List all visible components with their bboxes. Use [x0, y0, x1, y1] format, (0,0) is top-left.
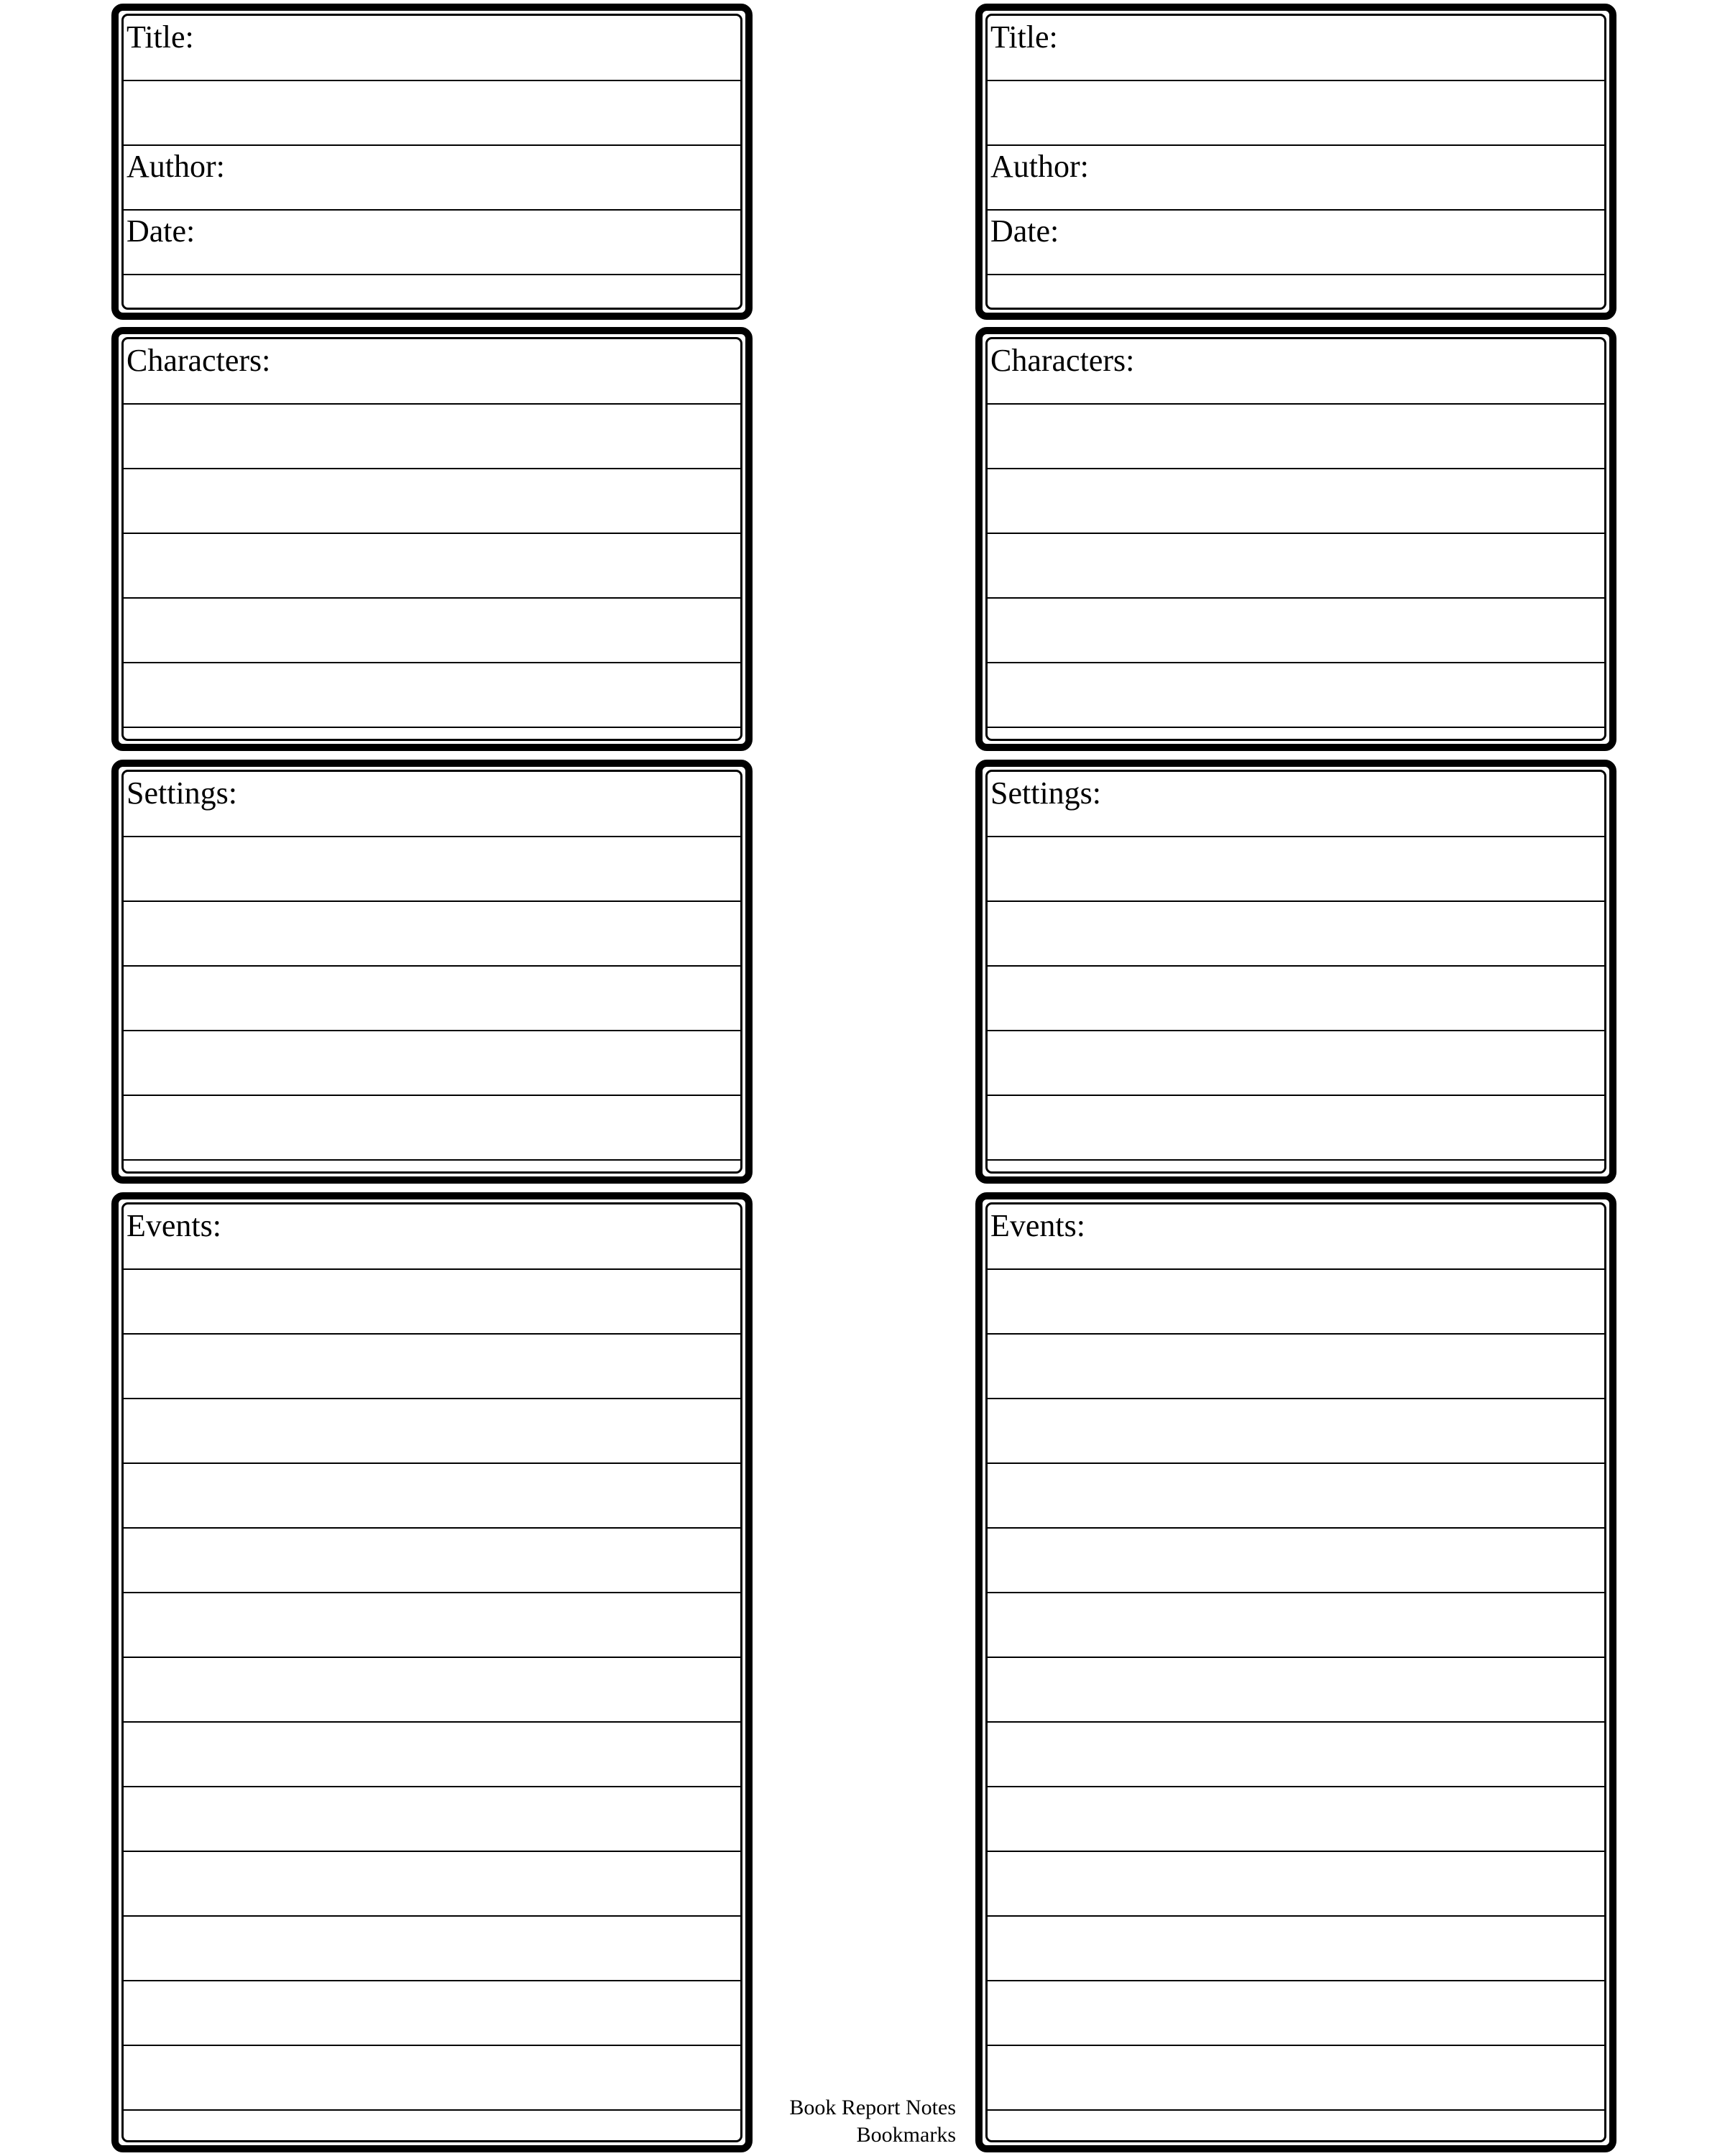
writing-line	[988, 80, 1604, 81]
writing-line	[988, 662, 1604, 663]
writing-line	[124, 403, 740, 405]
writing-line	[124, 80, 740, 81]
writing-line	[988, 727, 1604, 728]
settings-box	[111, 760, 753, 1184]
characters-label: Characters:	[126, 343, 271, 378]
writing-line	[124, 1786, 740, 1787]
writing-line	[124, 1333, 740, 1335]
writing-line	[124, 2045, 740, 2046]
writing-line	[124, 1527, 740, 1529]
writing-line	[124, 1851, 740, 1852]
writing-line	[988, 1915, 1604, 1917]
writing-line	[988, 1851, 1604, 1852]
writing-line	[988, 597, 1604, 599]
writing-line	[124, 144, 740, 146]
writing-line	[988, 1398, 1604, 1399]
title-author-date-box	[975, 4, 1616, 320]
title-label: Title:	[126, 19, 194, 55]
writing-line	[124, 597, 740, 599]
writing-line	[988, 1592, 1604, 1593]
characters-box	[111, 327, 753, 751]
writing-line	[124, 1980, 740, 1981]
writing-line	[988, 900, 1604, 902]
writing-line	[124, 1268, 740, 1270]
writing-line	[124, 2109, 740, 2111]
writing-line	[988, 1095, 1604, 1096]
writing-line	[124, 468, 740, 469]
settings-box	[975, 760, 1616, 1184]
settings-label: Settings:	[990, 775, 1102, 811]
writing-line	[988, 1159, 1604, 1161]
writing-line	[124, 1915, 740, 1917]
date-label: Date:	[990, 213, 1059, 249]
events-label: Events:	[990, 1208, 1085, 1243]
title-label: Title:	[990, 19, 1058, 55]
writing-line	[988, 2109, 1604, 2111]
writing-line	[988, 144, 1604, 146]
characters-box	[975, 327, 1616, 751]
writing-line	[988, 1030, 1604, 1031]
footer-caption	[762, 2094, 956, 2149]
writing-line	[988, 403, 1604, 405]
writing-line	[124, 1657, 740, 1658]
writing-line	[124, 1592, 740, 1593]
writing-line	[124, 1030, 740, 1031]
writing-line	[124, 1721, 740, 1723]
events-label: Events:	[126, 1208, 221, 1243]
writing-line	[988, 1333, 1604, 1335]
writing-line	[124, 900, 740, 902]
writing-line	[988, 1462, 1604, 1464]
writing-line	[988, 1980, 1604, 1981]
writing-line	[988, 274, 1604, 275]
writing-line	[988, 209, 1604, 211]
bookmark-right	[975, 0, 1616, 2156]
writing-line	[124, 209, 740, 211]
events-box	[111, 1192, 753, 2152]
date-label: Date:	[126, 213, 196, 249]
writing-line	[124, 836, 740, 837]
writing-line	[988, 2045, 1604, 2046]
writing-line	[124, 662, 740, 663]
writing-line	[988, 533, 1604, 534]
writing-line	[124, 1398, 740, 1399]
characters-label: Characters:	[990, 343, 1135, 378]
writing-line	[124, 533, 740, 534]
title-author-date-box	[111, 4, 753, 320]
writing-line	[124, 1462, 740, 1464]
author-label: Author:	[990, 149, 1089, 184]
footer-line-2: Bookmarks	[856, 2123, 956, 2147]
writing-line	[124, 274, 740, 275]
writing-line	[988, 1786, 1604, 1787]
writing-line	[988, 1268, 1604, 1270]
settings-label: Settings:	[126, 775, 238, 811]
writing-line	[988, 836, 1604, 837]
bookmark-left	[111, 0, 753, 2156]
writing-line	[124, 965, 740, 967]
events-box	[975, 1192, 1616, 2152]
writing-line	[124, 1159, 740, 1161]
writing-line	[988, 965, 1604, 967]
footer-line-1: Book Report Notes	[789, 2096, 956, 2119]
writing-line	[988, 468, 1604, 469]
writing-line	[988, 1657, 1604, 1658]
author-label: Author:	[126, 149, 225, 184]
writing-line	[988, 1721, 1604, 1723]
writing-line	[124, 1095, 740, 1096]
writing-line	[124, 727, 740, 728]
writing-line	[988, 1527, 1604, 1529]
